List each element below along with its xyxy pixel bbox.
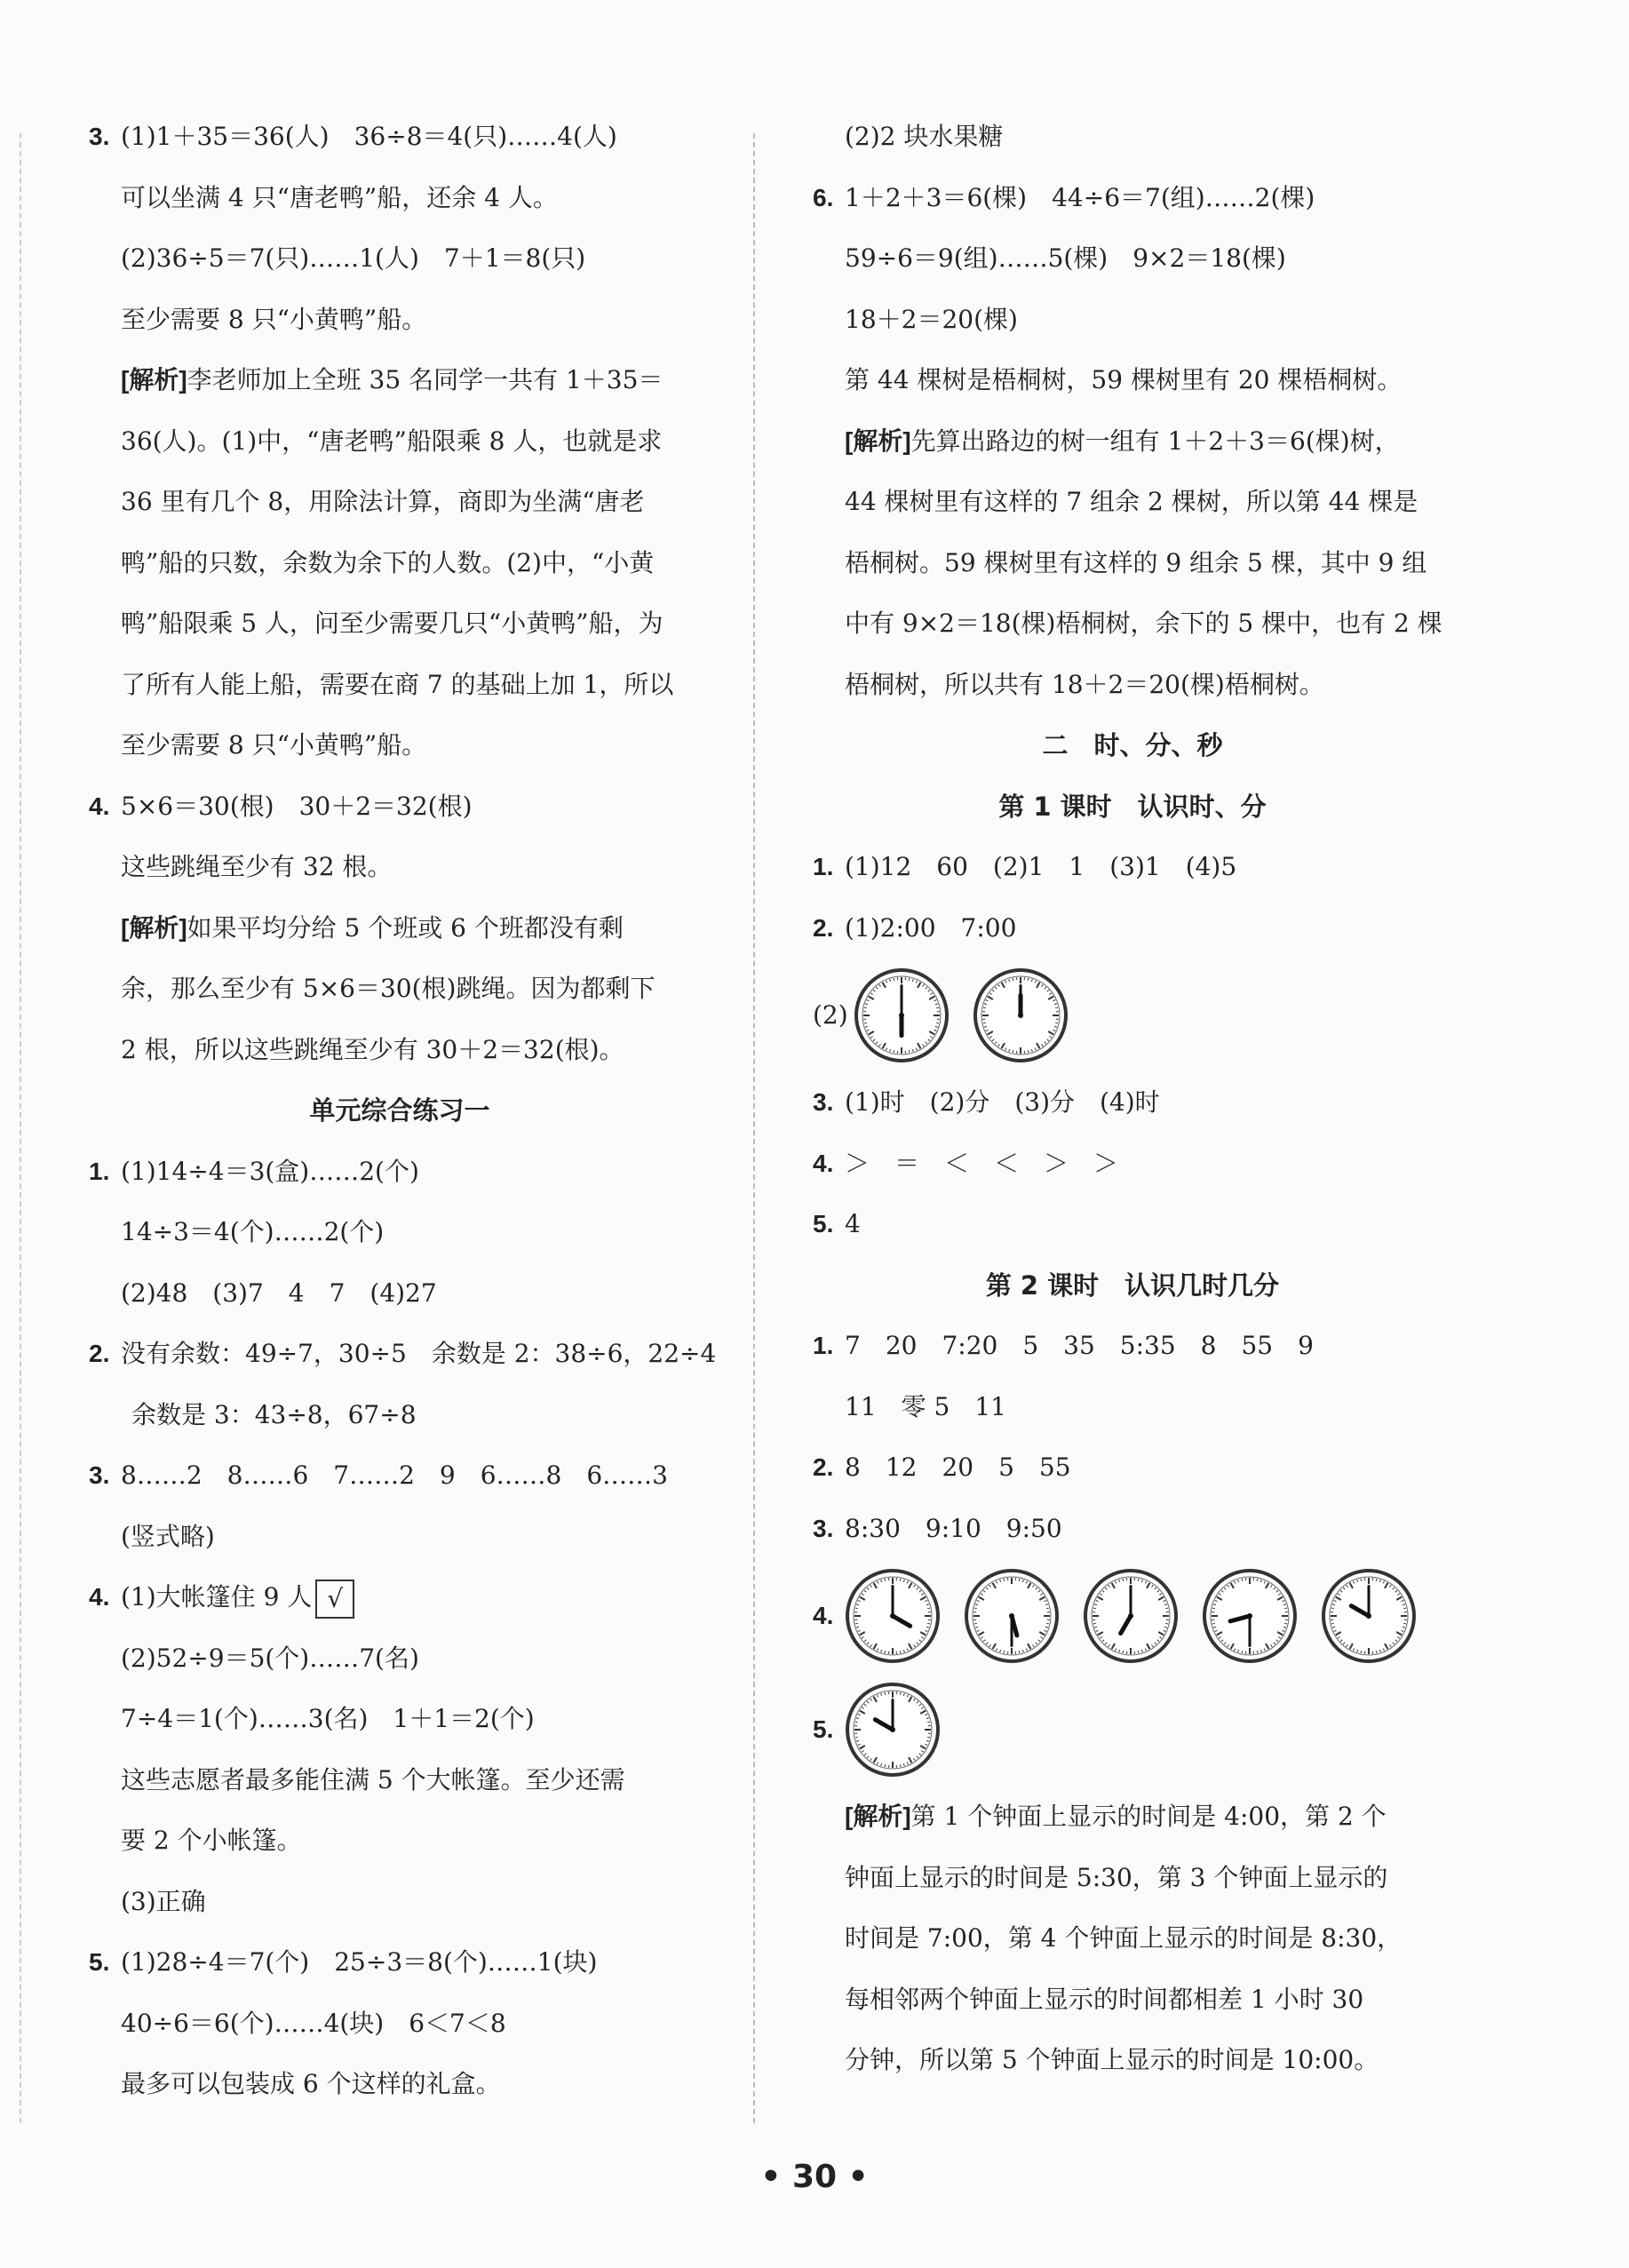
question-number: 2.	[813, 1453, 834, 1481]
answer-line	[813, 107, 1452, 168]
analysis-tag: [解析]	[845, 426, 911, 455]
answer-text: 至少需要 8 只“小黄鸭”船。	[121, 730, 427, 760]
answer-line	[813, 168, 1452, 229]
question-number: 5.	[89, 1948, 110, 1976]
answer-line	[89, 1445, 711, 1507]
answer-line	[813, 837, 1452, 898]
answer-text: 1＋2＋3＝6(棵) 44÷6＝7(组)……2(棵)	[845, 182, 1315, 212]
answer-line	[89, 168, 711, 229]
answer-line	[813, 228, 1452, 290]
answer-text: 钟面上显示的时间是 5:30，第 3 个钟面上显示的	[845, 1862, 1388, 1892]
answer-text: (1)1＋35＝36(人) 36÷8＝4(只)……4(人)	[121, 122, 617, 151]
answer-line	[813, 1437, 1452, 1499]
answer-text: (2)52÷9＝5(个)……7(名)	[121, 1643, 419, 1673]
answer-line	[813, 2030, 1452, 2091]
answer-line	[89, 350, 711, 411]
answer-text: 14÷3＝4(个)……2(个)	[121, 1217, 385, 1246]
analysis-tag: [解析]	[845, 1802, 911, 1830]
answer-text: (2)36÷5＝7(只)……1(人) 7＋1＝8(只)	[121, 243, 586, 273]
answer-text: 第 1 个钟面上显示的时间是 4:00，第 2 个	[910, 1802, 1387, 1831]
answer-text: (1)时 (2)分 (3)分 (4)时	[845, 1087, 1160, 1117]
answer-text: 这些跳绳至少有 32 根。	[121, 852, 393, 881]
answer-line	[813, 1848, 1452, 1909]
answer-text: ＞ ＝ ＜ ＜ ＞ ＞	[845, 1148, 1119, 1178]
answer-line	[89, 1020, 711, 1081]
clock	[1083, 1568, 1179, 1664]
answer-text: 要 2 个小帐篷。	[121, 1826, 302, 1855]
answer-line	[89, 837, 711, 898]
clock	[1202, 1568, 1298, 1664]
answer-line	[89, 1142, 711, 1203]
question-number: 2.	[813, 913, 834, 942]
answer-line	[89, 228, 711, 290]
answer-line	[89, 1872, 711, 1933]
answer-line	[813, 1316, 1452, 1377]
answer-line	[813, 1908, 1452, 1970]
answer-text: 如果平均分给 5 个班或 6 个班都没有剩	[187, 912, 624, 943]
answer-line	[89, 1202, 711, 1263]
answer-line	[813, 593, 1452, 655]
analysis-tag: [解析]	[121, 913, 187, 942]
question-number: 1.	[813, 853, 834, 880]
answer-text: (1)14÷4＝3(盒)……2(个)	[121, 1156, 419, 1186]
answer-text: 4	[845, 1209, 861, 1238]
answer-text: 2 根，所以这些跳绳至少有 30＋2＝32(根)。	[121, 1034, 624, 1064]
answer-line	[89, 1810, 711, 1872]
sub-label: (2)	[813, 999, 848, 1030]
clock-row	[854, 967, 1069, 1063]
answer-text: 鸭”船限乘 5 人，问至少需要几只“小黄鸭”船，为	[121, 609, 664, 638]
left-margin-rule	[20, 133, 21, 2123]
answer-text: 分钟，所以第 5 个钟面上显示的时间是 10:00。	[845, 2045, 1379, 2074]
answer-text: 没有余数：49÷7，30÷5 余数是 2：38÷6，22÷4	[121, 1339, 717, 1368]
answer-line	[89, 1689, 711, 1750]
question-number: 3.	[89, 1461, 110, 1489]
answer-text: 44 棵树里有这样的 7 组余 2 棵树，所以第 44 棵是	[845, 487, 1418, 516]
answer-line	[813, 472, 1452, 533]
question-number: 4.	[89, 1583, 110, 1611]
column-divider	[753, 133, 755, 2123]
page-number: • 30 •	[760, 2159, 869, 2195]
answer-line	[89, 533, 711, 594]
answer-line	[89, 107, 711, 168]
answer-text: 7 20 7:20 5 35 5:35 8 55 9	[845, 1331, 1314, 1360]
answer-text: (3)正确	[121, 1886, 206, 1916]
question-number: 1.	[89, 1157, 110, 1185]
answer-text: 8:30 9:10 9:50	[845, 1513, 1062, 1543]
answer-line	[89, 1385, 711, 1446]
answer-text: 余数是 3：43÷8，67÷8	[131, 1399, 417, 1429]
answer-text: 每相邻两个钟面上显示的时间都相差 1 小时 30	[845, 1984, 1364, 2014]
section-heading: 单元综合练习一	[309, 1095, 490, 1126]
clock	[845, 1568, 941, 1664]
answer-line	[89, 1932, 711, 1993]
answer-text: 鸭”船的只数，余数为余下的人数。(2)中，“小黄	[121, 547, 655, 577]
answer-line	[813, 1499, 1452, 1560]
answer-line	[89, 959, 711, 1020]
answer-line	[813, 533, 1452, 594]
answer-text: (1)28÷4＝7(个) 25÷3＝8(个)……1(块)	[121, 1947, 598, 1977]
answer-line	[89, 655, 711, 716]
answer-text: 7÷4＝1(个)……3(名) 1＋1＝2(个)	[121, 1704, 535, 1733]
answer-text: (1)12 60 (2)1 1 (3)1 (4)5	[845, 852, 1237, 881]
answer-line	[89, 593, 711, 655]
clock	[845, 1682, 941, 1778]
answer-text: 梧桐树，所以共有 18＋2＝20(棵)梧桐树。	[845, 669, 1324, 699]
question-number: 3.	[813, 1514, 834, 1542]
check-box: √	[315, 1580, 354, 1619]
answer-text: 梧桐树。59 棵树里有这样的 9 组余 5 棵，其中 9 组	[845, 547, 1427, 577]
answer-text: 11 零 5 11	[845, 1391, 1006, 1421]
answer-line	[813, 1970, 1452, 2031]
section-heading: 二 时、分、秒	[1042, 730, 1223, 760]
answer-line	[89, 1263, 711, 1325]
answer-line	[89, 290, 711, 351]
clock-question	[813, 1559, 1452, 1673]
question-number: 4.	[813, 1149, 834, 1177]
answer-text: (1)2:00 7:00	[845, 912, 1017, 943]
section-heading: 第 1 课时 认识时、分	[998, 791, 1267, 822]
answer-text: 时间是 7:00，第 4 个钟面上显示的时间是 8:30，	[845, 1923, 1403, 1953]
clock-question	[813, 959, 1452, 1072]
section-heading: 第 2 课时 认识几时几分	[985, 1269, 1280, 1301]
answer-line	[89, 1567, 711, 1628]
question-number: 3.	[813, 1088, 834, 1116]
clock	[973, 967, 1069, 1063]
question-number: 5.	[813, 1715, 834, 1743]
answer-line	[813, 1134, 1452, 1195]
answer-text: 中有 9×2＝18(棵)梧桐树，余下的 5 棵中，也有 2 棵	[845, 609, 1442, 638]
answer-line	[89, 472, 711, 533]
answer-line	[89, 1993, 711, 2055]
answer-line	[89, 411, 711, 473]
clock-row	[845, 1682, 941, 1778]
answer-text: (1)大帐篷住 9 人	[121, 1582, 313, 1611]
question-number: 1.	[813, 1332, 834, 1359]
answer-text: 18＋2＝20(棵)	[845, 304, 1018, 334]
question-number: 2.	[89, 1340, 110, 1367]
answer-text: 最多可以包装成 6 个这样的礼盒。	[121, 2069, 501, 2098]
answer-text: 先算出路边的树一组有 1＋2＋3＝6(棵)树，	[910, 426, 1400, 456]
question-number: 3.	[89, 123, 110, 150]
answer-text: (2)48 (3)7 4 7 (4)27	[121, 1277, 437, 1308]
clock-question	[813, 1673, 1452, 1787]
answer-text: (2)2 块水果糖	[845, 122, 1004, 151]
clock	[854, 967, 950, 1063]
question-number: 5.	[813, 1210, 834, 1237]
answer-line	[813, 290, 1452, 351]
right-column	[813, 107, 1452, 2091]
left-column	[89, 107, 717, 2115]
answer-text: 第 44 棵树是梧桐树，59 棵树里有 20 棵梧桐树。	[845, 365, 1403, 394]
answer-text: 59÷6＝9(组)……5(棵) 9×2＝18(棵)	[845, 243, 1286, 273]
answer-text: 余，那么至少有 5×6＝30(根)跳绳。因为都剩下	[121, 974, 656, 1003]
answer-text: 36(人)。(1)中，“唐老鸭”船限乘 8 人，也就是求	[121, 426, 663, 456]
question-number: 4.	[89, 792, 110, 820]
clock	[1321, 1568, 1417, 1664]
answer-text: 至少需要 8 只“小黄鸭”船。	[121, 304, 427, 334]
answer-line	[89, 1628, 711, 1690]
answer-text: 40÷6＝6(个)……4(块) 6＜7＜8	[121, 2008, 506, 2038]
answer-text: 8……2 8……6 7……2 9 6……8 6……3	[121, 1460, 668, 1490]
answer-line	[813, 1787, 1452, 1848]
answer-line	[89, 898, 711, 959]
clock-row	[845, 1568, 1417, 1664]
answer-line	[813, 411, 1452, 473]
answer-line	[813, 350, 1452, 411]
answer-line	[89, 776, 711, 838]
question-number: 6.	[813, 183, 834, 211]
answer-line	[813, 898, 1452, 959]
answer-line	[89, 1750, 711, 1811]
answer-text: 5×6＝30(根) 30＋2＝32(根)	[121, 791, 473, 821]
answer-text: 李老师加上全班 35 名同学一共有 1＋35＝	[187, 365, 664, 394]
answer-line	[813, 1194, 1452, 1255]
answer-text: 可以坐满 4 只“唐老鸭”船，还余 4 人。	[121, 182, 558, 212]
answer-line	[813, 655, 1452, 716]
answer-line	[89, 1507, 711, 1568]
clock	[964, 1568, 1060, 1664]
answer-text: 36 里有几个 8，用除法计算，商即为坐满“唐老	[121, 487, 645, 516]
answer-line	[813, 1377, 1452, 1438]
analysis-tag: [解析]	[121, 366, 187, 394]
answer-text: 8 12 20 5 55	[845, 1452, 1071, 1482]
answer-line	[89, 2054, 711, 2115]
answer-text: 这些志愿者最多能住满 5 个大帐篷。至少还需	[121, 1764, 625, 1795]
answer-text: 了所有人能上船，需要在商 7 的基础上加 1，所以	[121, 669, 674, 699]
answer-line	[89, 715, 711, 776]
answer-line	[813, 1072, 1452, 1134]
question-number: 4.	[813, 1601, 834, 1629]
answer-text: (竖式略)	[121, 1521, 215, 1551]
answer-line	[89, 1324, 717, 1385]
